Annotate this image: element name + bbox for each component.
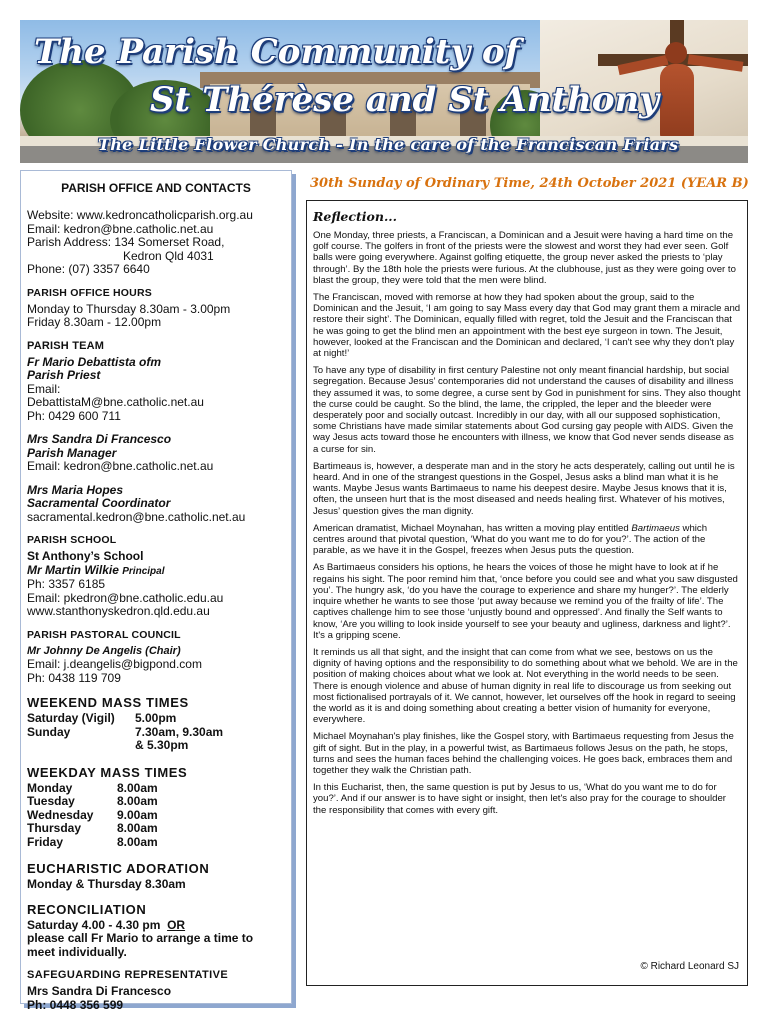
- reflection-paragraph: To have any type of disability in first century Palestine not only meant financial hardship, but social segregation. Because Jesus’ contemporaries did not understand the causes of disability and illness they assumed it was, to some degree, a curse sent by God in punishment for sins. They also thought the curse could be caught. So the blind, the lame, the crippled, the leper and the bleeder were desperately poor and socially outcast. Incredibly in our day, with all our supposed sophistication, some Christians have made similar statements about God cursing gay people with AIDS. Given the way Jesus acts toward those he encounters with illness, we know that God never sends disease as a curse for sin.: [313, 365, 741, 455]
- council-phone: Ph: 0438 119 709: [27, 670, 121, 685]
- manager-role: Parish Manager: [27, 445, 117, 460]
- reconciliation-heading: RECONCILIATION: [27, 901, 147, 917]
- author-signature: © Richard Leonard SJ: [640, 961, 739, 972]
- principal-role: Principal: [122, 565, 165, 577]
- hours-heading: PARISH OFFICE HOURS: [27, 286, 152, 299]
- crucifix-figure: [660, 64, 694, 142]
- banner-title-line1: The Parish Community of: [34, 32, 520, 72]
- manager-email[interactable]: Email: kedron@bne.catholic.net.au: [27, 459, 214, 473]
- reflection-paragraph: In this Eucharist, then, the same question is put by Jesus to us, ‘What do you want me to do for you?’. And if our answer is to have sight or insight, then let's also pray for the courage to shoulder the responsibility that comes with every gift.: [313, 782, 726, 816]
- contacts-column: [20, 170, 292, 1012]
- reflection-paragraph: It reminds us all that sight, and the insight that can come from what we see, bestows on us the dignity of having options and the responsibility to do something about what we behold. We are in the position of making choices about what we look at. Not everything in the world needs to be seen. There is enough violence and abuse of human dignity in real life to discourage us from seeking out most fictionalised portrayals of it. We cannot, however, let ourselves off the hook in regard to seeing the world as it is and doing something about creating a better vision of humanity for everyone, everywhere.: [313, 646, 738, 726]
- weekday-mass-heading: WEEKDAY MASS TIMES: [27, 764, 188, 780]
- weekend-day: Saturday (Vigil): [27, 711, 115, 725]
- priest-email-label: Email:: [27, 381, 61, 396]
- council-chair: Mr Johnny De Angelis (Chair): [27, 644, 181, 657]
- weekday-row: [27, 795, 285, 809]
- priest-name: Fr Mario Debattista ofm: [27, 354, 162, 369]
- weekday-time: 8.00am: [117, 834, 158, 849]
- reconciliation-note2: meet individually.: [27, 944, 127, 959]
- council-heading: PARISH PASTORAL COUNCIL: [27, 628, 181, 641]
- priest-role: Parish Priest: [27, 368, 101, 382]
- weekday-day: Monday: [27, 780, 73, 795]
- safeguarding-phone: Ph: 0448 356 599: [27, 997, 124, 1012]
- reconciliation-note1: please call Fr Mario to arrange a time to: [27, 931, 254, 945]
- weekday-row: [27, 836, 285, 850]
- reconciliation-or: OR: [167, 917, 186, 932]
- reflection-paragraph: As Bartimaeus considers his options, he hears the voices of those he might have to look at if he regains his sight. The poor remind him that, ‘once before you could see and what you saw disgusted you’. The hungry ask, ‘do you have the courage to experience and share my hunger?’. The elderly inquire whether he wants to see those ‘put away because we remind you of the frailty of life’. The captives challenge him to see those ‘unjustly bound and oppressed’. And finally the Self wants to know, ‘Are you willing to look inside yourself to see your beauty and ugliness, darkness and light?’. It's a gripping scene.: [313, 562, 738, 641]
- school-email[interactable]: Email: pkedron@bne.catholic.edu.au: [27, 590, 224, 605]
- safeguarding-name: Mrs Sandra Di Francesco: [27, 984, 172, 998]
- banner-title-line2: St Thérèse and St Anthony: [150, 80, 660, 120]
- weekend-row: [27, 726, 285, 740]
- paragraph-text: which centres around that pivotal question, ‘What do you want me to do for you?’. The action of the parable, as we have it in the Gospel, freezes when Jesus puts the question.: [313, 522, 708, 557]
- weekend-mass-heading: WEEKEND MASS TIMES: [27, 695, 189, 710]
- weekday-time: 8.00am: [117, 821, 158, 835]
- school-phone: Ph: 3357 6185: [27, 577, 106, 591]
- school-website[interactable]: www.stanthonyskedron.qld.edu.au: [27, 604, 210, 618]
- header-banner: [20, 20, 748, 163]
- play-title: Bartimaeus: [631, 522, 680, 534]
- hours-line1: Monday to Thursday 8.30am - 3.00pm: [27, 301, 231, 316]
- paragraph-text: American dramatist, Michael Moynahan, has written a moving play entitled: [313, 522, 632, 534]
- sunday-heading: 30th Sunday of Ordinary Time, 24th October 2021 (YEAR B): [310, 176, 749, 191]
- banner-subtitle: The Little Flower Church - In the care of the Franciscan Friars: [98, 135, 679, 154]
- weekday-day: Thursday: [27, 821, 82, 835]
- weekend-time: 5.00pm: [135, 711, 177, 725]
- adoration-time: Monday & Thursday 8.30am: [27, 877, 186, 891]
- principal-name: Mr Martin Wilkie: [27, 562, 119, 577]
- weekday-day: Friday: [27, 834, 64, 849]
- weekday-row: [27, 809, 285, 823]
- hours-line2: Friday 8.30am - 12.00pm: [27, 315, 162, 329]
- office-phone: Phone: (07) 3357 6640: [27, 262, 150, 276]
- coordinator-role: Sacramental Coordinator: [27, 496, 171, 510]
- weekend-day: Sunday: [27, 724, 71, 739]
- weekday-row: [27, 822, 285, 836]
- weekday-time: 8.00am: [117, 794, 158, 808]
- crucifix-head: [665, 42, 687, 64]
- weekday-day: Tuesday: [27, 794, 75, 808]
- priest-phone: Ph: 0429 600 711: [27, 408, 121, 423]
- address-line2: Kedron Qld 4031: [123, 248, 214, 263]
- weekday-time: 8.00am: [117, 780, 158, 795]
- office-email[interactable]: Email: kedron@bne.catholic.net.au: [27, 221, 214, 236]
- reflection-title: Reflection...: [313, 209, 397, 224]
- reflection-box: [306, 200, 748, 986]
- reconciliation-time: Saturday 4.00 - 4.30 pm: [27, 917, 161, 932]
- weekend-time: 7.30am, 9.30am: [135, 724, 224, 739]
- address-line1: Parish Address: 134 Somerset Road,: [27, 235, 225, 249]
- weekend-extra-time: & 5.30pm: [135, 738, 189, 752]
- team-heading: PARISH TEAM: [27, 339, 105, 352]
- coordinator-email[interactable]: sacramental.kedron@bne.catholic.net.au: [27, 509, 246, 524]
- website-link[interactable]: Website: www.kedroncatholicparish.org.au: [27, 208, 253, 222]
- priest-email[interactable]: DebattistaM@bne.catholic.net.au: [27, 395, 204, 409]
- weekday-day: Wednesday: [27, 807, 94, 822]
- weekday-time: 9.00am: [117, 807, 158, 822]
- office-heading: PARISH OFFICE AND CONTACTS: [61, 181, 251, 195]
- weekday-row: [27, 782, 285, 796]
- reflection-paragraph: Michael Moynahan's play finishes, like the Gospel story, with Bartimaeus requesting from Jesus the gift of sight. But in the play, in a powerful twist, as Bartimaeus follows Jesus on the path, he stops, turns and sees the human faces behind the challenging voices. He goes back, embraces them and together they walk the Christian path.: [313, 731, 734, 776]
- reflection-paragraph: One Monday, three priests, a Franciscan, a Dominican and a Jesuit were having a hard time on the golf course. The golfers in front of the priests were the slowest and worst they had ever seen. Golf balls were going everywhere. Against golfing etiquette, the group never asked the priests to ‘play through’. By the 18th hole the priests were furious. At the clubhouse, just as they were going over to blast the group, they were told that the men were blind.: [313, 230, 736, 286]
- reflection-paragraph: [313, 523, 741, 557]
- safeguarding-heading: SAFEGUARDING REPRESENTATIVE: [27, 969, 229, 981]
- manager-name: Mrs Sandra Di Francesco: [27, 432, 172, 446]
- council-email[interactable]: Email: j.deangelis@bigpond.com: [27, 657, 202, 671]
- school-heading: PARISH SCHOOL: [27, 534, 117, 546]
- weekend-row: [27, 712, 285, 726]
- school-name: St Anthony’s School: [27, 549, 144, 563]
- coordinator-name: Mrs Maria Hopes: [27, 482, 124, 497]
- adoration-heading: EUCHARISTIC ADORATION: [27, 861, 210, 876]
- reflection-paragraph: The Franciscan, moved with remorse at how they had spoken about the group, said to the Dominican and the Jesuit, ‘I am going to say Mass every day that God may grant them a miracle and restore their sight’. The Dominican, equally filled with regret, told the Jesuit and the Franciscan that he was going to get the blind men an appointment with the best eye surgeon in town. The Jesuit, however, looked at the Franciscan and the Dominican and declared, ‘I can't see why they don't play at night!’: [313, 292, 741, 360]
- reflection-paragraph: Bartimeaus is, however, a desperate man and in the story he acts desperately, calling out until he is heard. And in one of the strangest questions in the Gospel, Jesus asks a blind man what it is he wants. Maybe Jesus wants Bartimaeus to name his deepest desire. Maybe Jesus knows that it is, often, the unseen hurt that is the most diseased and needs healing first. Whatever of his motives, Jesus’ question gives the man dignity.: [313, 460, 735, 517]
